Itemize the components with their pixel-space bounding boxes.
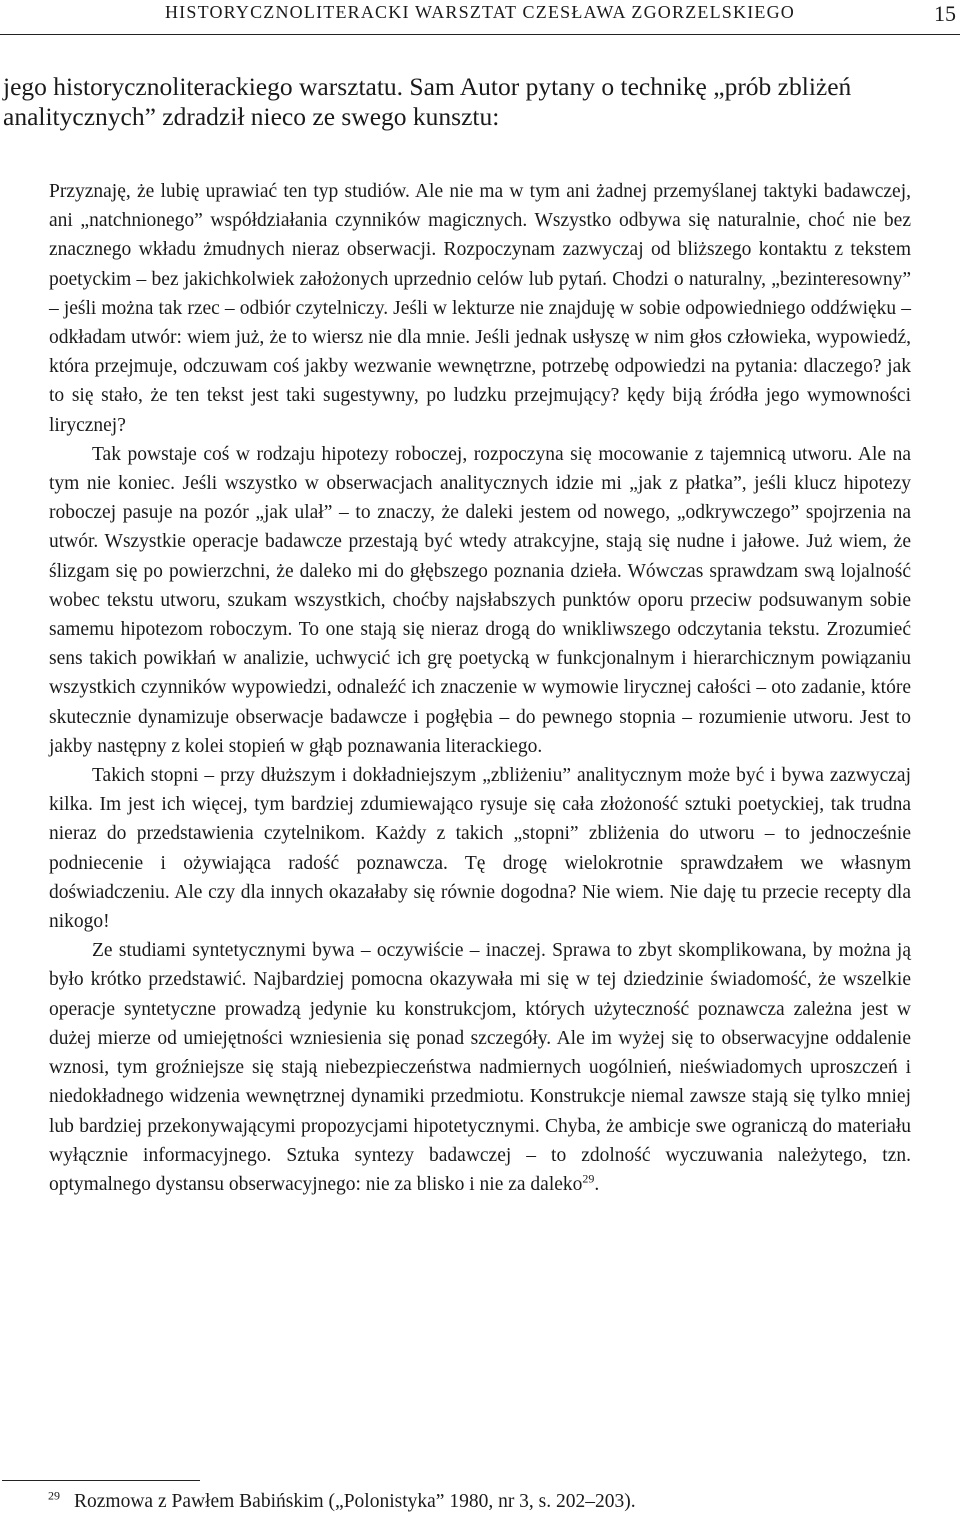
running-head xyxy=(0,0,960,35)
footnote-marker: 29 xyxy=(48,1488,60,1503)
quote-paragraph-4-end: . xyxy=(594,1173,600,1195)
running-title: HISTORYCZNOLITERACKI WARSZTAT CZESŁAWA ZGORZELSKIEGO xyxy=(164,2,795,22)
quote-paragraph-2: Tak powstaje coś w rodzaju hipotezy roboczej, rozpoczyna się mocowanie z tajemnicą utworu. Ale na tym nie koniec. Jeśli wszystko w obserwacjach analitycznych idzie mi „jak z płatka”, jeśli klucz hipotezy roboczej pasuje na pozór „jak ulał” – to znaczy, że daleki jestem od nowego, „odkrywczego” spojrzenia na utwór. Wszystkie operacje badawcze przestają być wtedy atrakcyjne, stają się nudne i jałowe. Już wiem, że ślizgam się po powierzchni, że daleko mi do głębszego poznania dzieła. Wówczas sprawdzam swą lojalność wobec tekstu utworu, szukam wszystkich, choćby najsłabszych punktów oporu przeciw podsuwanym sobie samemu hipotezom roboczym. To one stają się nieraz drogą do wnikliwszego odczytania tekstu. Zrozumieć sens takich powikłań w analizie, uchwycić ich grę poetycką w funkcjonalnym i hierarchicznym powiązaniu wszystkich czynników wypowiedzi, odnaleźć ich znaczenie w wymowie lirycznej całości – oto zadanie, które skutecznie dynamizuje obserwacje badawcze i pogłębia – do pewnego stopnia – rozumienie utworu. Jest to jakby następny z kolei stopień w głąb poznawania literackiego. xyxy=(49,443,911,757)
quote-paragraph-4 xyxy=(49,936,911,1199)
quote-paragraph-1: Przyznaję, że lubię uprawiać ten typ studiów. Ale nie ma w tym ani żadnej przemyślanej taktyki badawczej, ani „natchnionego” współdziałania czynników magicznych. Wszystko odbywa się naturalnie, choć nie bez znacznego wkładu żmudnych nieraz obserwacji. Rozpoczynam zazwyczaj od bliższego kontaktu z tekstem poetyckim – bez jakichkolwiek założonych uprzednio celów lub pytań. Chodzi o naturalny, „bezinteresowny” – jeśli można tak rzec – odbiór czytelniczy. Jeśli w lekturze nie znajduję w sobie odpowiedniego oddźwięku – odkładam utwór: wiem już, że to wiersz nie dla mnie. Jeśli jednak usłyszę w nim głos człowieka, wypowiedź, która przejmuje, odczuwam coś jakby wezwanie wewnętrzne, potrzebę odpowiedzi na pytania: dlaczego? jak to się stało, że ten tekst jest taki sugestywny, po ludzku przejmujący? kędy biją źródła jego wymowności lirycznej? xyxy=(49,181,911,436)
footnote-reference[interactable]: 29 xyxy=(582,1171,595,1186)
intro-paragraph: jego historycznoliterackiego warsztatu. Sam Autor pytany o technikę „prób zbliżeń analitycznych” zdradził nieco ze swego kunsztu: xyxy=(3,72,852,131)
page-number: 15 xyxy=(934,1,956,26)
quote-paragraph-3: Takich stopni – przy dłuższym i dokładniejszym „zbliżeniu” analitycznym może być i bywa zazwyczaj kilka. Im jest ich więcej, tym bardziej zdumiewająco rysuje się cała złożoność sztuki poetyckiej, tak trudna nieraz do przedstawienia czytelnikom. Każdy z takich „stopni” zbliżenia do utworu – to jednocześnie podniecenie i ożywiająca radość poznawcza. Tę drogę wielokrotnie sprawdzałem we własnym doświadczeniu. Ale czy dla innych okazałaby się równie dogodna? Nie wiem. Nie daję tu przecie recepty dla nikogo! xyxy=(49,765,911,933)
block-quote xyxy=(49,177,911,1199)
footnote xyxy=(48,1490,928,1514)
footnote-separator xyxy=(2,1480,200,1481)
footnote-text: Rozmowa z Pawłem Babińskim („Polonistyka” 1980, nr 3, s. 202–203). xyxy=(74,1491,636,1512)
quote-paragraph-4-text: Ze studiami syntetycznymi bywa – oczywiście – inaczej. Sprawa to zbyt skomplikowana, by można ją było krótko przedstawić. Najbardziej pomocna okazywała mi się w tej dziedzinie świadomość, że wszelkie operacje syntetyczne prowadzą jedynie ku konstrukcjom, których użyteczność poznawcza zależna jest w dużej mierze od umiejętności wzniesienia się ponad szczegóły. Ale im wyżej się to obserwacyjne oddalenie wznosi, tym groźniejsze się stają niebezpieczeństwa nadmiernych uogólnień, nieświadomych uproszczeń i niedokładnego widzenia wewnętrznej dynamiki przedmiotu. Konstrukcje niemal zawsze stają się tylko mniej lub bardziej przekonywającymi propozycjami hipotetycznymi. Chyba, że ambicje swe ograniczą do materiału wyłącznie informacyjnego. Sztuka syntezy badawczej – to zdolność wyczuwania należytego, tzn. optymalnego dystansu obserwacyjnego: nie za blisko i nie za daleko xyxy=(49,940,911,1195)
